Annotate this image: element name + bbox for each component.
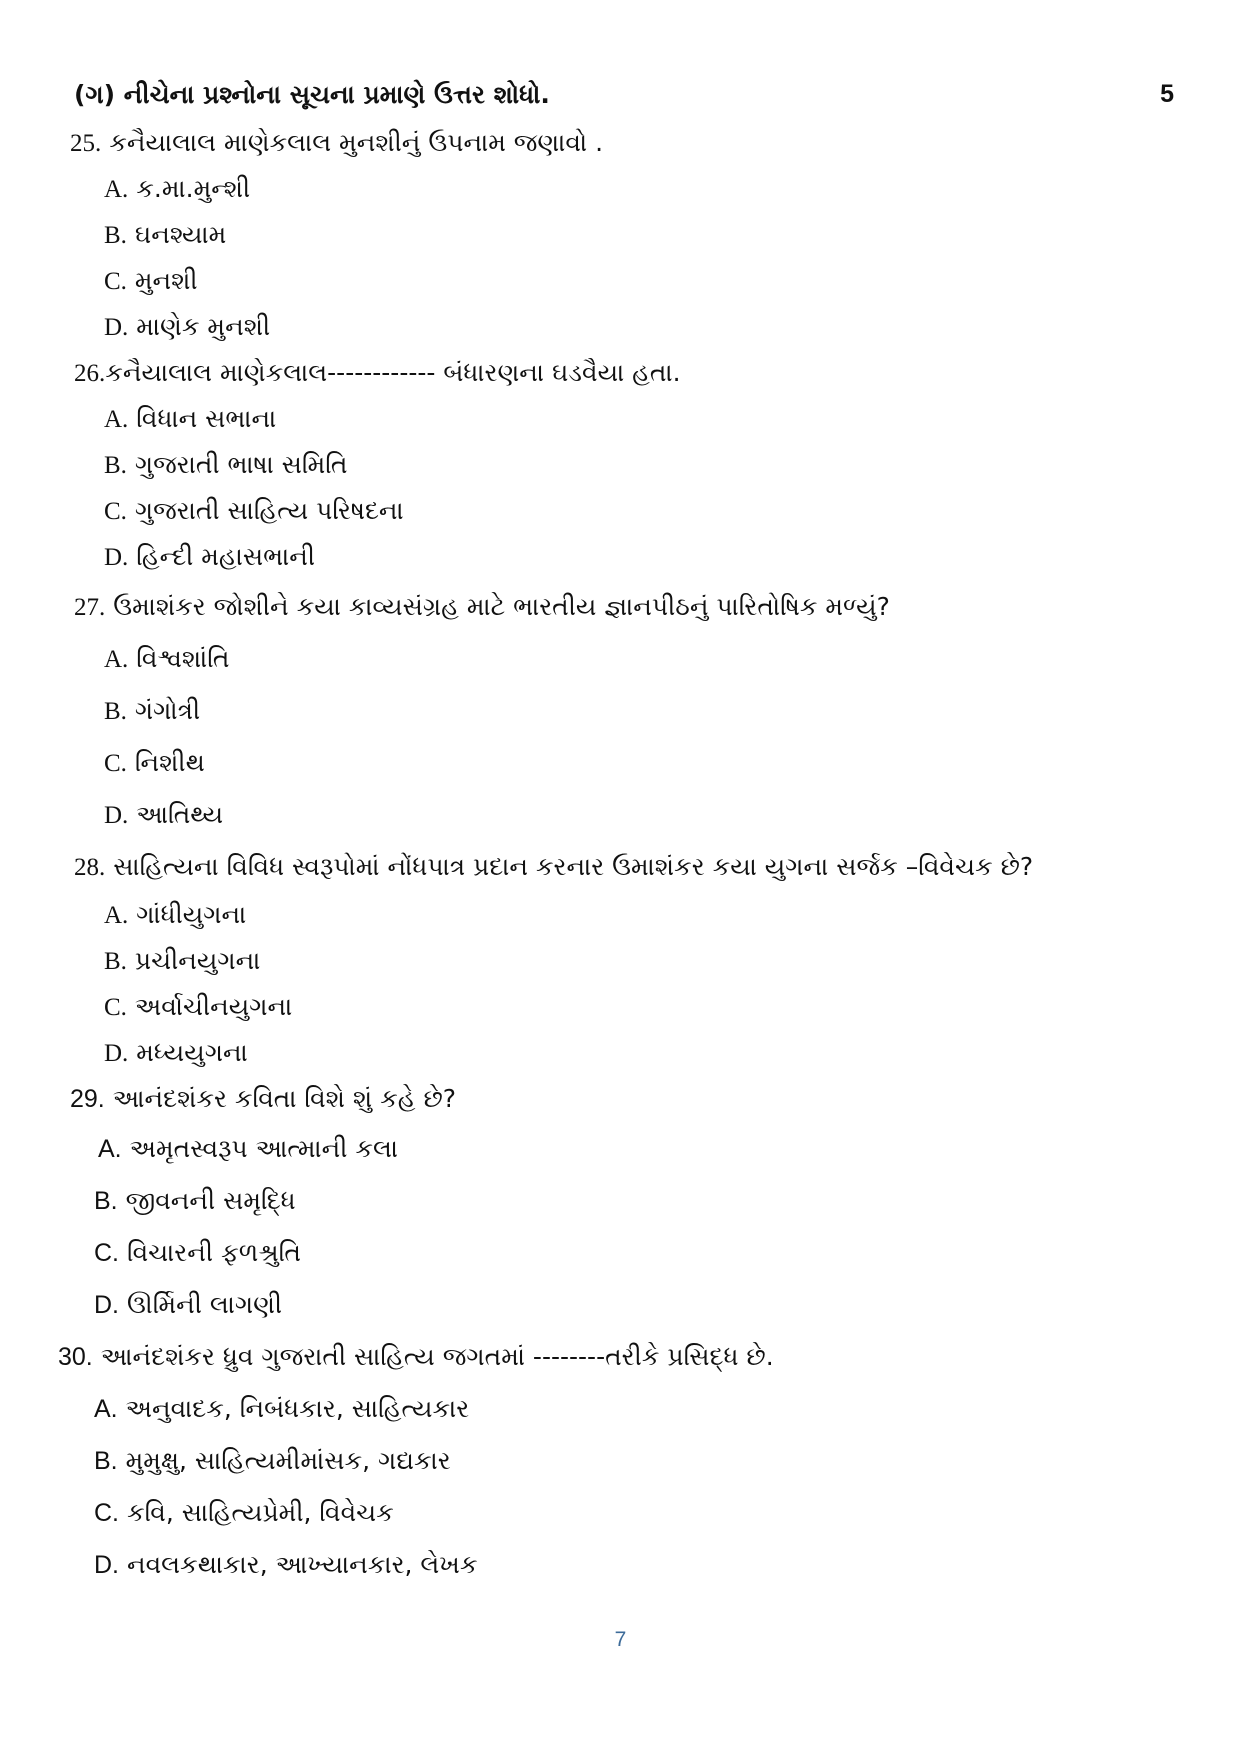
option-letter: B. xyxy=(94,1447,118,1475)
question-30-option-b xyxy=(94,1446,451,1476)
question-25 xyxy=(70,128,603,158)
question-text: કનૈયાલાલ માણેકલાલ મુનશીનું ઉપનામ જણાવો . xyxy=(101,128,604,157)
option-text: નવલકથાકાર, આખ્યાનકાર, લેખક xyxy=(119,1550,478,1579)
option-letter: D. xyxy=(104,1040,129,1067)
question-number: 30. xyxy=(58,1343,93,1371)
option-text: આતિથ્ય xyxy=(128,800,224,829)
option-letter: B. xyxy=(94,1187,118,1215)
page-number: 7 xyxy=(614,1628,627,1651)
question-25-option-c xyxy=(104,266,198,296)
question-28 xyxy=(74,852,1033,882)
option-text: નિશીથ xyxy=(126,748,205,777)
question-28-option-d xyxy=(104,1038,248,1068)
option-letter: A. xyxy=(94,1395,118,1423)
option-letter: D. xyxy=(94,1551,119,1579)
option-letter: D. xyxy=(104,802,129,829)
question-29-option-a xyxy=(98,1134,398,1164)
option-text: વિધાન સભાના xyxy=(128,404,277,433)
option-text: વિચારની ફળશ્રુતિ xyxy=(119,1238,301,1267)
question-26-option-d xyxy=(104,542,315,572)
option-text: ગુજરાતી ભાષા સમિતિ xyxy=(126,450,348,479)
option-letter: C. xyxy=(104,268,127,295)
question-27-option-a xyxy=(104,644,230,674)
question-28-option-a xyxy=(104,900,246,930)
question-26-option-b xyxy=(104,450,347,480)
option-letter: C. xyxy=(104,498,127,525)
option-letter: B. xyxy=(104,698,127,725)
question-26-option-c xyxy=(104,496,404,526)
option-letter: A. xyxy=(98,1135,122,1163)
option-text: ઊર્મિની લાગણી xyxy=(119,1290,283,1319)
question-30-option-d xyxy=(94,1550,478,1580)
option-text: હિન્દી મહાસભાની xyxy=(128,542,315,571)
option-letter: B. xyxy=(104,948,127,975)
option-text: ઘનશ્યામ xyxy=(126,220,227,249)
option-letter: B. xyxy=(104,452,127,479)
section-header xyxy=(74,80,1174,120)
option-text: ગુજરાતી સાહિત્ય પરિષદના xyxy=(126,496,404,525)
question-text: સાહિત્યના વિવિધ સ્વરૂપોમાં નોંધપાત્ર પ્રદાન કરનાર ઉમાશંકર કયા યુગના સર્જક –વિવેચક છે? xyxy=(105,852,1034,881)
question-text: આનંદશંકર ધ્રુવ ગુજરાતી સાહિત્ય જગતમાં --------તરીકે પ્રસિદ્ધ છે. xyxy=(92,1342,774,1371)
option-letter: D. xyxy=(104,314,129,341)
option-text: કવિ, સાહિત્યપ્રેમી, વિવેચક xyxy=(119,1498,394,1527)
question-29-option-d xyxy=(94,1290,282,1320)
option-letter: C. xyxy=(94,1239,119,1267)
option-text: અમૃતસ્વરૂપ આત્માની કલા xyxy=(121,1134,399,1163)
option-text: અર્વાચીનયુગના xyxy=(126,992,293,1021)
question-text: ઉમાશંકર જોશીને કયા કાવ્યસંગ્રહ માટે ભારતીય જ્ઞાનપીઠનું પારિતોષિક મળ્યું? xyxy=(105,592,890,621)
question-27 xyxy=(74,592,890,622)
question-29-option-b xyxy=(94,1186,296,1216)
question-27-option-c xyxy=(104,748,205,778)
question-25-option-d xyxy=(104,312,270,342)
question-number: 28. xyxy=(74,854,106,881)
question-number: 29. xyxy=(70,1085,105,1113)
question-26 xyxy=(74,358,681,388)
option-text: વિશ્વશાંતિ xyxy=(128,644,230,673)
section-marks: 5 xyxy=(1160,80,1174,108)
option-text: ગંગોત્રી xyxy=(126,696,201,725)
question-text: આનંદશંકર કવિતા વિશે શું કહે છે? xyxy=(104,1084,457,1113)
question-29-option-c xyxy=(94,1238,301,1268)
option-letter: B. xyxy=(104,222,127,249)
question-25-option-b xyxy=(104,220,226,250)
question-29 xyxy=(70,1084,456,1114)
question-number: 25. xyxy=(70,130,102,157)
option-letter: A. xyxy=(104,176,129,203)
question-number: 26. xyxy=(74,360,106,387)
option-text: મુનશી xyxy=(126,266,198,295)
option-text: જીવનની સમૃદ્ધિ xyxy=(117,1186,296,1215)
question-30-option-c xyxy=(94,1498,394,1528)
option-text: મુમુક્ષુ, સાહિત્યમીમાંસક, ગદ્યકાર xyxy=(117,1446,451,1475)
option-letter: A. xyxy=(104,902,129,929)
option-text: પ્રચીનયુગના xyxy=(126,946,261,975)
question-25-option-a xyxy=(104,174,250,204)
option-letter: D. xyxy=(104,544,129,571)
section-title: (ગ) નીચેના પ્રશ્નોના સૂચના પ્રમાણે ઉત્તર શોધો. xyxy=(74,80,550,109)
question-28-option-c xyxy=(104,992,292,1022)
question-number: 27. xyxy=(74,594,106,621)
question-30-option-a xyxy=(94,1394,469,1424)
question-30 xyxy=(58,1342,774,1372)
option-text: ગાંધીયુગના xyxy=(128,900,247,929)
option-text: અનુવાદક, નિબંધકાર, સાહિત્યકાર xyxy=(117,1394,470,1423)
question-26-option-a xyxy=(104,404,276,434)
option-letter: C. xyxy=(94,1499,119,1527)
option-letter: A. xyxy=(104,406,129,433)
option-text: ક.મા.મુન્શી xyxy=(128,174,251,203)
option-text: મધ્યયુગના xyxy=(128,1038,248,1067)
question-27-option-b xyxy=(104,696,200,726)
question-28-option-b xyxy=(104,946,260,976)
option-letter: C. xyxy=(104,994,127,1021)
option-text: માણેક મુનશી xyxy=(128,312,271,341)
option-letter: A. xyxy=(104,646,129,673)
question-27-option-d xyxy=(104,800,223,830)
option-letter: D. xyxy=(94,1291,119,1319)
option-letter: C. xyxy=(104,750,127,777)
question-text: કનૈયાલાલ માણેકલાલ------------ બંધારણના ઘડવૈયા હતા. xyxy=(105,358,681,387)
